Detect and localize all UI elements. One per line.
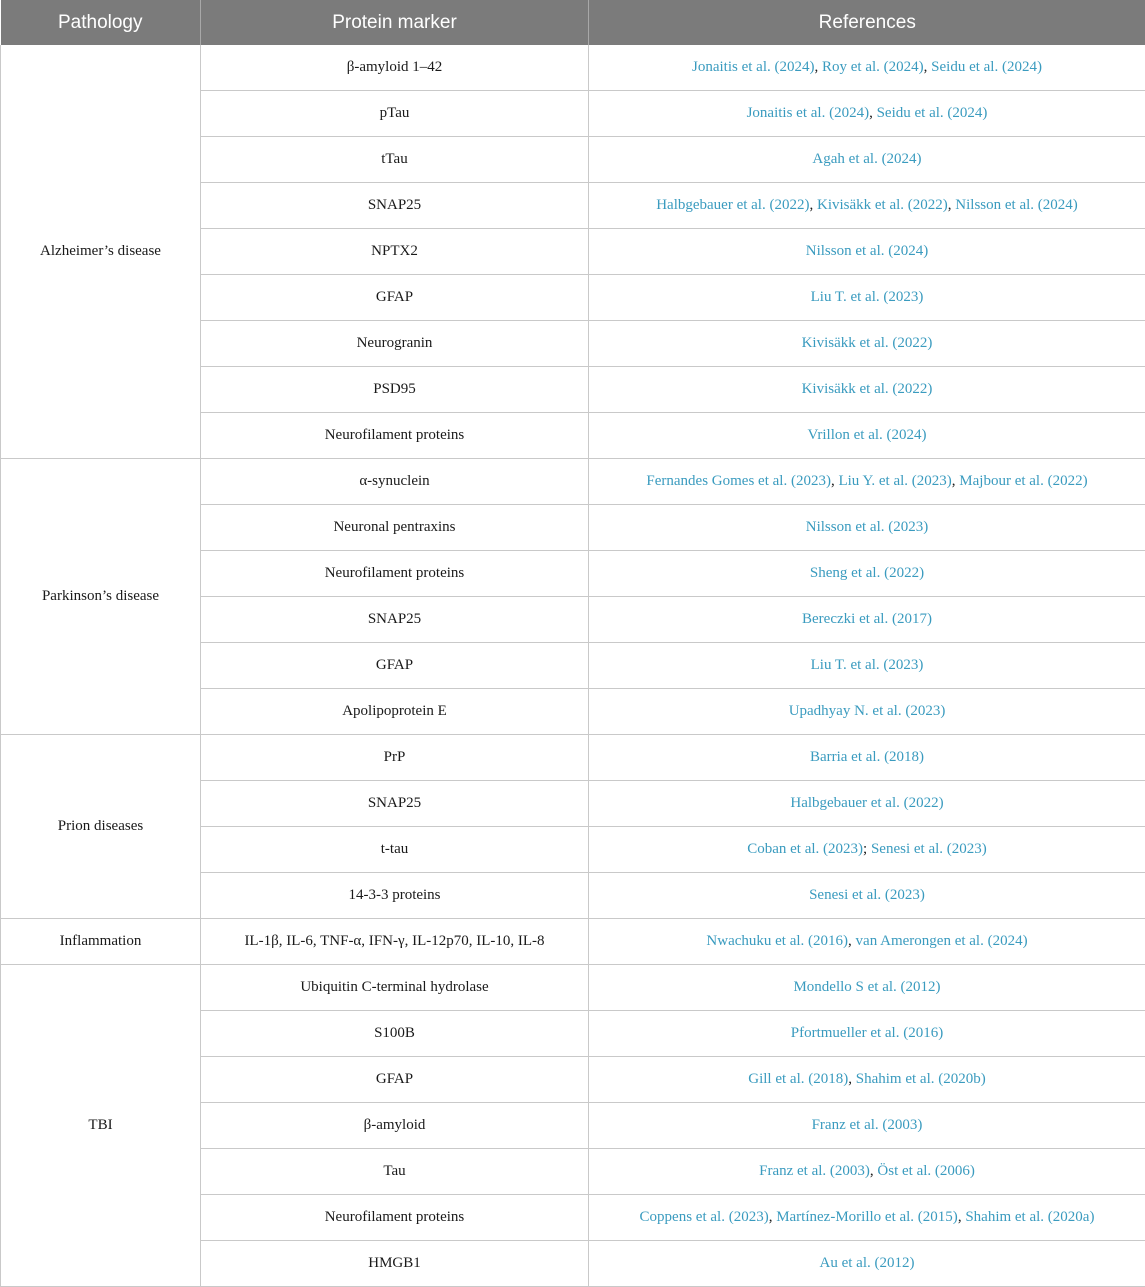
references-cell <box>589 45 1145 91</box>
reference-link[interactable]: Liu T. et al. (2023) <box>811 289 924 305</box>
reference-separator: , <box>815 59 823 75</box>
reference-link[interactable]: Halbgebauer et al. (2022) <box>790 795 943 811</box>
protein-marker-cell: SNAP25 <box>201 183 589 229</box>
reference-link[interactable]: Martínez-Morillo et al. (2015) <box>776 1209 958 1225</box>
reference-separator: , <box>809 197 817 213</box>
references-cell <box>589 1011 1145 1057</box>
reference-link[interactable]: Kivisäkk et al. (2022) <box>802 381 933 397</box>
protein-marker-cell: PrP <box>201 735 589 781</box>
protein-marker-cell: PSD95 <box>201 367 589 413</box>
reference-separator: , <box>848 1071 856 1087</box>
reference-separator: , <box>848 933 856 949</box>
reference-link[interactable]: Sheng et al. (2022) <box>810 565 924 581</box>
references-cell <box>589 643 1145 689</box>
references-cell <box>589 551 1145 597</box>
reference-link[interactable]: Coban et al. (2023) <box>747 841 863 857</box>
reference-link[interactable]: Pfortmueller et al. (2016) <box>791 1025 943 1041</box>
references-cell <box>589 597 1145 643</box>
reference-link[interactable]: Jonaitis et al. (2024) <box>747 105 869 121</box>
protein-marker-cell: NPTX2 <box>201 229 589 275</box>
reference-separator: , <box>869 105 877 121</box>
protein-marker-cell: HMGB1 <box>201 1241 589 1287</box>
references-cell <box>589 735 1145 781</box>
reference-separator: ; <box>863 841 871 857</box>
references-cell <box>589 367 1145 413</box>
references-cell <box>589 689 1145 735</box>
protein-marker-cell: Neuronal pentraxins <box>201 505 589 551</box>
references-cell <box>589 827 1145 873</box>
references-cell <box>589 505 1145 551</box>
reference-link[interactable]: Roy et al. (2024) <box>822 59 924 75</box>
protein-marker-cell: pTau <box>201 91 589 137</box>
reference-link[interactable]: Upadhyay N. et al. (2023) <box>789 703 946 719</box>
column-header-references: References <box>589 0 1145 45</box>
reference-link[interactable]: Majbour et al. (2022) <box>959 473 1087 489</box>
references-cell <box>589 919 1145 965</box>
protein-marker-cell: IL-1β, IL-6, TNF-α, IFN-γ, IL-12p70, IL-10, IL-8 <box>201 919 589 965</box>
pathology-cell: Inflammation <box>1 919 201 965</box>
pathology-cell: Parkinson’s disease <box>1 459 201 735</box>
table-row <box>1 965 1145 1011</box>
reference-link[interactable]: Jonaitis et al. (2024) <box>692 59 814 75</box>
reference-link[interactable]: Agah et al. (2024) <box>812 151 921 167</box>
references-cell <box>589 229 1145 275</box>
reference-link[interactable]: Seidu et al. (2024) <box>931 59 1042 75</box>
references-cell <box>589 183 1145 229</box>
table-row <box>1 919 1145 965</box>
reference-link[interactable]: Shahim et al. (2020b) <box>856 1071 986 1087</box>
protein-marker-cell: GFAP <box>201 1057 589 1103</box>
table-body <box>1 45 1145 1287</box>
reference-link[interactable]: Franz et al. (2003) <box>812 1117 923 1133</box>
table-header <box>1 0 1145 45</box>
pathology-cell: Alzheimer’s disease <box>1 45 201 459</box>
reference-link[interactable]: Shahim et al. (2020a) <box>965 1209 1094 1225</box>
references-cell <box>589 1103 1145 1149</box>
reference-link[interactable]: Mondello S et al. (2012) <box>793 979 940 995</box>
references-cell <box>589 1057 1145 1103</box>
references-cell <box>589 137 1145 183</box>
protein-marker-cell: t-tau <box>201 827 589 873</box>
protein-marker-cell: Ubiquitin C-terminal hydrolase <box>201 965 589 1011</box>
reference-link[interactable]: Nilsson et al. (2024) <box>806 243 928 259</box>
reference-separator: , <box>952 473 960 489</box>
column-header-pathology: Pathology <box>1 0 201 45</box>
table-row <box>1 459 1145 505</box>
reference-link[interactable]: van Amerongen et al. (2024) <box>856 933 1028 949</box>
reference-link[interactable]: Kivisäkk et al. (2022) <box>802 335 933 351</box>
reference-link[interactable]: Öst et al. (2006) <box>877 1163 974 1179</box>
reference-separator: , <box>948 197 956 213</box>
reference-link[interactable]: Liu T. et al. (2023) <box>811 657 924 673</box>
references-cell <box>589 873 1145 919</box>
reference-link[interactable]: Liu Y. et al. (2023) <box>838 473 951 489</box>
reference-link[interactable]: Franz et al. (2003) <box>759 1163 870 1179</box>
pathology-cell: TBI <box>1 965 201 1287</box>
references-cell <box>589 965 1145 1011</box>
reference-link[interactable]: Halbgebauer et al. (2022) <box>656 197 809 213</box>
protein-marker-cell: β-amyloid <box>201 1103 589 1149</box>
reference-link[interactable]: Vrillon et al. (2024) <box>807 427 926 443</box>
reference-link[interactable]: Seidu et al. (2024) <box>877 105 988 121</box>
reference-link[interactable]: Coppens et al. (2023) <box>640 1209 769 1225</box>
column-header-protein-marker: Protein marker <box>201 0 589 45</box>
protein-marker-cell: Apolipoprotein E <box>201 689 589 735</box>
reference-separator: , <box>870 1163 878 1179</box>
protein-marker-cell: S100B <box>201 1011 589 1057</box>
reference-link[interactable]: Kivisäkk et al. (2022) <box>817 197 948 213</box>
protein-marker-cell: Neurofilament proteins <box>201 1195 589 1241</box>
references-cell <box>589 91 1145 137</box>
references-cell <box>589 459 1145 505</box>
header-row <box>1 0 1145 45</box>
protein-marker-cell: 14-3-3 proteins <box>201 873 589 919</box>
protein-marker-cell: SNAP25 <box>201 597 589 643</box>
reference-link[interactable]: Gill et al. (2018) <box>748 1071 848 1087</box>
table-row <box>1 45 1145 91</box>
reference-separator: , <box>831 473 839 489</box>
reference-link[interactable]: Barria et al. (2018) <box>810 749 924 765</box>
protein-marker-cell: GFAP <box>201 643 589 689</box>
reference-link[interactable]: Senesi et al. (2023) <box>871 841 987 857</box>
reference-link[interactable]: Bereczki et al. (2017) <box>802 611 932 627</box>
protein-marker-cell: Neurogranin <box>201 321 589 367</box>
reference-separator: , <box>769 1209 777 1225</box>
references-cell <box>589 413 1145 459</box>
protein-marker-cell: Neurofilament proteins <box>201 413 589 459</box>
references-cell <box>589 1149 1145 1195</box>
pathology-cell: Prion diseases <box>1 735 201 919</box>
references-cell <box>589 781 1145 827</box>
protein-marker-cell: Tau <box>201 1149 589 1195</box>
reference-separator: , <box>958 1209 966 1225</box>
reference-link[interactable]: Nilsson et al. (2023) <box>806 519 928 535</box>
references-cell <box>589 275 1145 321</box>
reference-link[interactable]: Senesi et al. (2023) <box>809 887 925 903</box>
reference-separator: , <box>924 59 932 75</box>
references-cell <box>589 1195 1145 1241</box>
references-cell <box>589 321 1145 367</box>
reference-link[interactable]: Fernandes Gomes et al. (2023) <box>646 473 831 489</box>
reference-link[interactable]: Nilsson et al. (2024) <box>955 197 1077 213</box>
protein-marker-cell: α-synuclein <box>201 459 589 505</box>
protein-marker-cell: β-amyloid 1–42 <box>201 45 589 91</box>
table-row <box>1 735 1145 781</box>
protein-marker-cell: SNAP25 <box>201 781 589 827</box>
protein-marker-cell: tTau <box>201 137 589 183</box>
reference-link[interactable]: Au et al. (2012) <box>820 1255 915 1271</box>
reference-link[interactable]: Nwachuku et al. (2016) <box>706 933 848 949</box>
protein-marker-cell: GFAP <box>201 275 589 321</box>
protein-marker-cell: Neurofilament proteins <box>201 551 589 597</box>
